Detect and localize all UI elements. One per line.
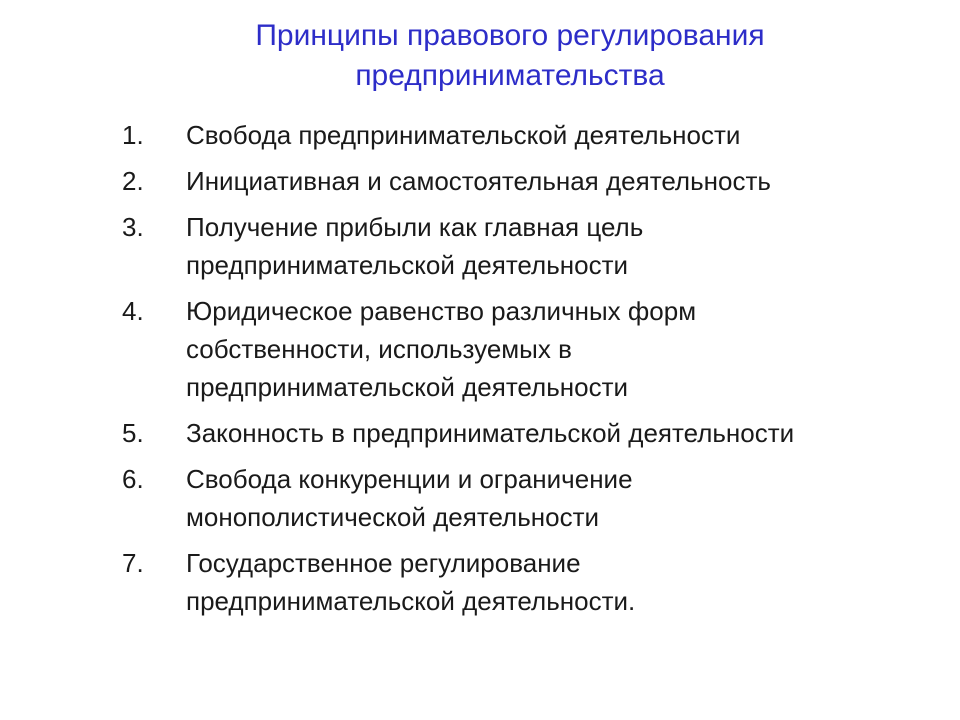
item-text: Государственное регулирование предпринимательской деятельности. <box>186 548 636 616</box>
item-text: Получение прибыли как главная цель предпринимательской деятельности <box>186 212 644 280</box>
item-number: 3. <box>122 212 144 242</box>
item-text: Свобода конкуренции и ограничение монополистической деятельности <box>186 464 633 532</box>
list-item <box>122 414 902 452</box>
list-item <box>122 208 902 284</box>
item-text: Юридическое равенство различных форм собственности, используемых в предпринимательской деятельности <box>186 296 697 402</box>
item-number: 6. <box>122 464 144 494</box>
item-number: 4. <box>122 296 144 326</box>
item-text: Свобода предпринимательской деятельности <box>186 120 741 150</box>
slide-title-line-1: Принципы правового регулирования <box>255 19 765 52</box>
list-item <box>122 162 902 200</box>
principles-list <box>122 116 902 628</box>
item-text: Инициативная и самостоятельная деятельность <box>186 166 771 196</box>
slide-title <box>150 16 870 96</box>
item-text: Законность в предпринимательской деятельности <box>186 418 795 448</box>
list-item <box>122 292 902 406</box>
list-item <box>122 544 902 620</box>
slide-title-line-2: предпринимательства <box>355 59 665 92</box>
item-number: 1. <box>122 120 144 150</box>
list-item <box>122 116 902 154</box>
list-item <box>122 460 902 536</box>
item-number: 2. <box>122 166 144 196</box>
item-number: 7. <box>122 548 144 578</box>
item-number: 5. <box>122 418 144 448</box>
